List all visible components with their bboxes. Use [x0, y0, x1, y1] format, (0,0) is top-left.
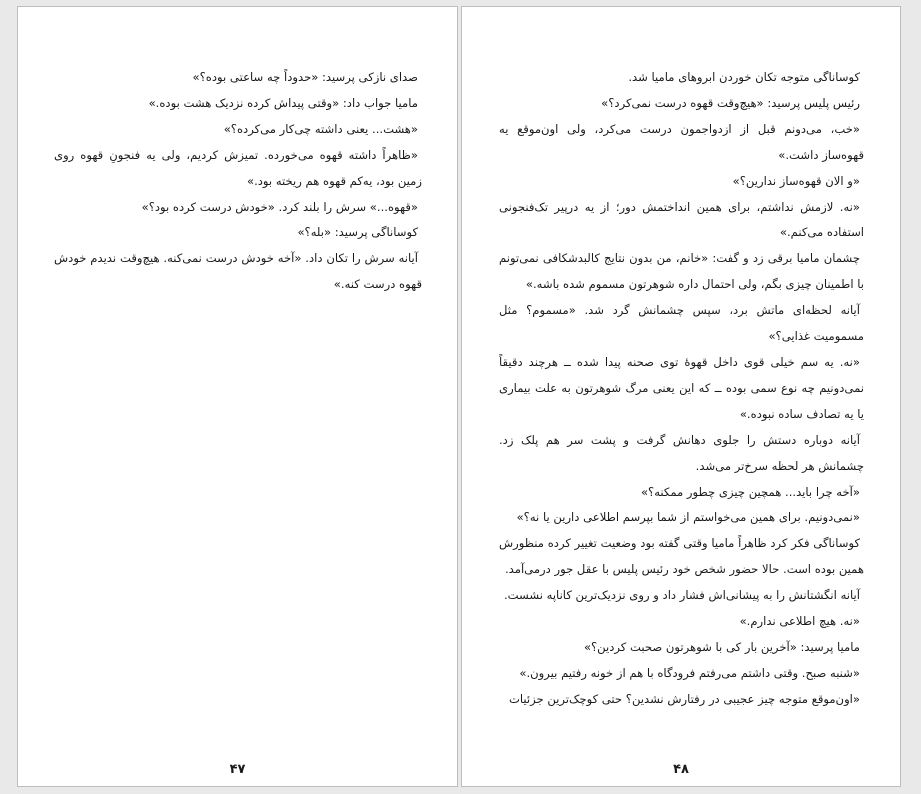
paragraph: «خب، می‌دونم قبل از ازدواجمون درست می‌كرد، ولی اون‌موقع يه قهوه‌ساز داشت.»: [499, 121, 864, 162]
paragraph: «اون‌موقع متوجه چيز عجيبی در رفتارش نشدين؟ حتی كوچک‌ترين جزئيات: [508, 691, 860, 706]
paragraph: «قهوه...» سرش را بلند كرد. «خودش درست كرده بود؟»: [141, 199, 418, 214]
paragraph: «و الان قهوه‌ساز ندارين؟»: [732, 173, 860, 188]
paragraph: كوساناگی متوجه تكان خوردن ابروهای ماميا شد.: [628, 70, 860, 84]
left-page: [17, 6, 458, 787]
paragraph: «نه. هيچ اطلاعی ندارم.»: [739, 614, 860, 629]
paragraph: «هشت... يعنی داشته چی‌كار می‌كرده؟»: [223, 121, 418, 136]
left-page-text: [54, 65, 422, 298]
page-number: ۴۸: [673, 762, 689, 777]
paragraph: كوساناگی پرسيد: «بله؟»: [297, 225, 418, 240]
paragraph: «آخه چرا بايد... همچين چيزی چطور ممكنه؟»: [640, 484, 860, 499]
paragraph: ماميا جواب داد: «وقتی پيداش كرده نزديک هشت بوده.»: [148, 95, 418, 110]
paragraph: رئيس پليس پرسيد: «هيچ‌وقت قهوه درست نمی‌كرد؟»: [601, 95, 860, 110]
paragraph: «ظاهراً داشته قهوه می‌خورده. تميزش كرديم، ولی يه فنجونِ قهوه روی زمين بود، يه‌كم قهوه هم ريخته بود.»: [54, 147, 422, 188]
paragraph: چشمان ماميا برقی زد و گفت: «خانم، من بدون نتايج كالبدشكافی نمی‌تونم با اطمينان چيزی بگم، ولی احتمال داره شوهرتون مسموم شده باشه.»: [499, 251, 864, 292]
paragraph: آيانه انگشتانش را به پيشانی‌اش فشار داد و روی نزديک‌ترين كاناپه نشست.: [503, 588, 860, 603]
right-page-text: [499, 65, 864, 713]
paragraph: ماميا پرسيد: «آخرين بار كی با شوهرتون صحبت كردين؟»: [583, 639, 860, 654]
paragraph: «نمی‌دونيم. برای همين می‌خواستم از شما بپرسم اطلاعی دارين يا نه؟»: [516, 510, 860, 525]
paragraph: «شنبه صبح. وقتی داشتم می‌رفتم فرودگاه با هم از خونه رفتيم بيرون.»: [519, 665, 860, 680]
paragraph: آيانه لحظه‌ای ماتش برد، سپس چشمانش گرد شد. «مسموم؟ مثل مسموميت غذايی؟»: [499, 303, 864, 344]
paragraph: صدای نازکی پرسید: «حدوداً چه ساعتی بوده؟»: [192, 70, 418, 84]
paragraph: كوساناگی فكر كرد ظاهراً ماميا وقتی گفته بود وضعيت تغيير كرده منظورش همين بوده است. حالا حضور شخص خود رئيس پليس با عقل جور درمی‌آمد.: [499, 536, 864, 577]
paragraph: آيانه سرش را تكان داد. «آخه خودش درست نمی‌كنه. هيچ‌وقت نديدم خودش قهوه درست كنه.»: [54, 251, 422, 292]
paragraph: «نه. يه سم خيلی قوی داخل قهوهٔ توی صحنه پيدا شده ــ هرچند دقيقاً نمی‌دونيم چه نوع سمی بوده ــ كه اين يعنی مرگ شوهرتون به علت بيماری يا يه تصادف ساده نبوده.»: [499, 354, 864, 421]
paragraph: آيانه دوباره دستش را جلوی دهانش گرفت و پشت سر هم پلک زد. چشمانش هر لحظه سرخ‌تر می‌شد.: [499, 432, 864, 473]
right-page: [461, 6, 901, 787]
page-number: ۴۷: [229, 762, 246, 777]
paragraph: «نه. لازمش نداشتم، برای همين انداختمش دور؛ از يه درپير تک‌فنجونی استفاده می‌كنم.»: [499, 199, 864, 240]
